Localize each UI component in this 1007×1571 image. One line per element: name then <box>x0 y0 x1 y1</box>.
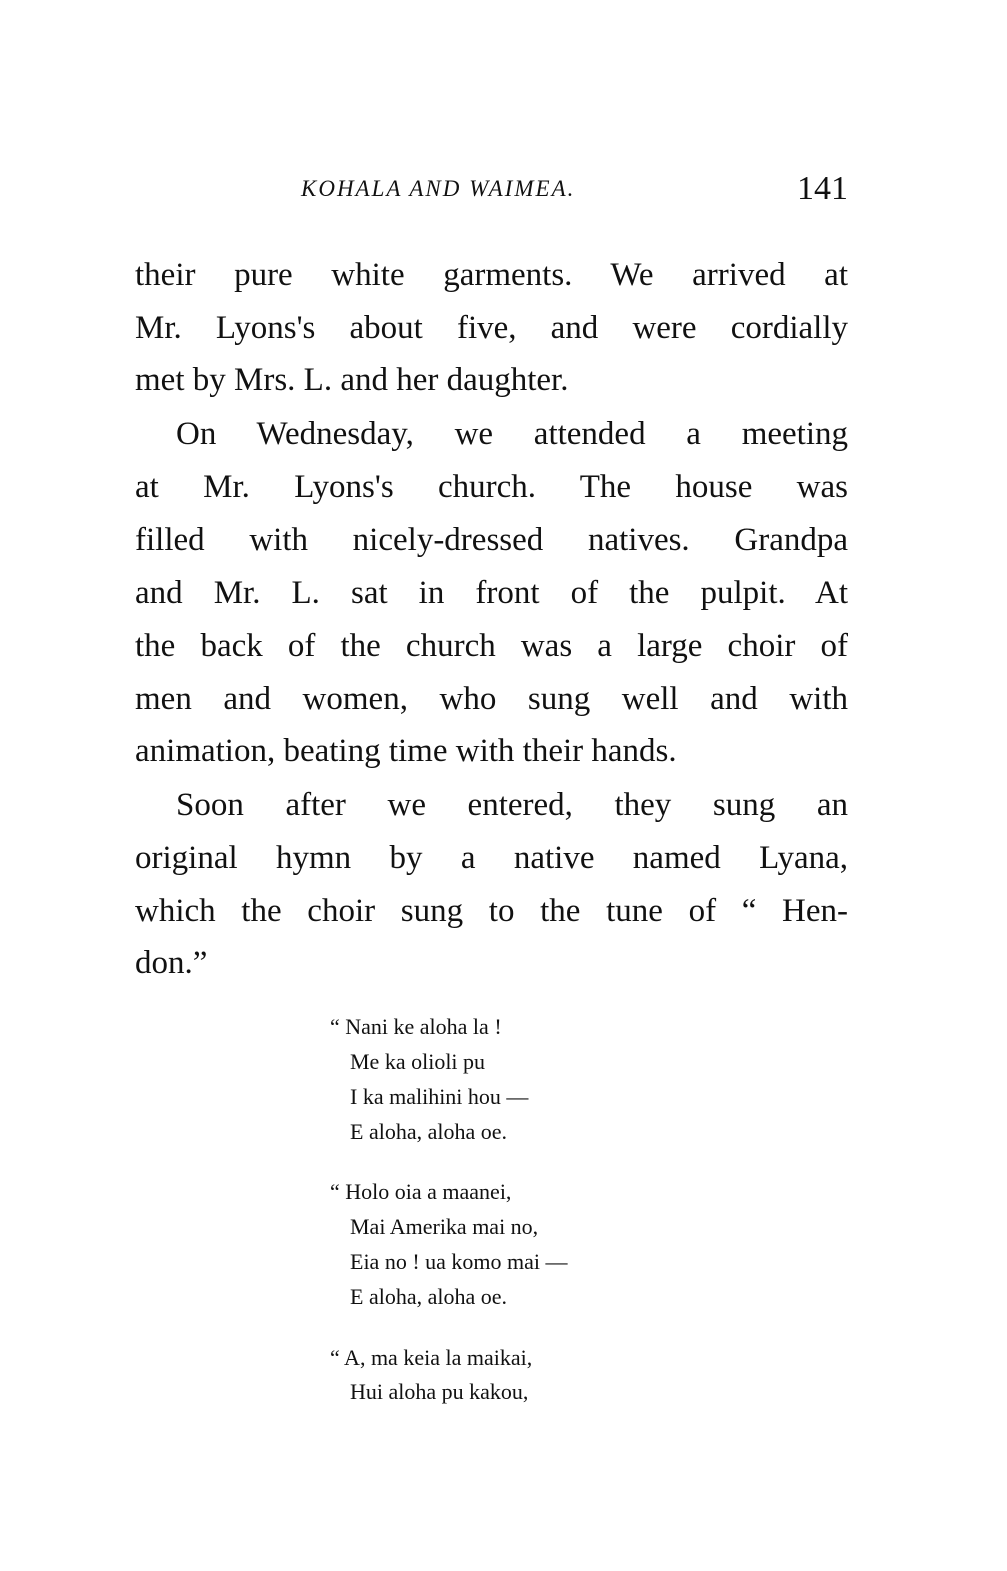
text-line: don.” <box>135 945 208 981</box>
verse-line: “ A, ma keia la maikai, <box>330 1345 533 1370</box>
verse-line: Eia no ! ua komo mai — <box>350 1249 568 1274</box>
text-line: animation, beating time with their hands. <box>135 733 677 769</box>
verse-line: E aloha, aloha oe. <box>350 1119 507 1144</box>
verse-line: “ Nani ke aloha la ! <box>330 1014 502 1039</box>
page-header <box>135 170 848 210</box>
verse-line: Mai Amerika mai no, <box>350 1214 539 1239</box>
running-title: KOHALA AND WAIMEA. <box>301 176 576 201</box>
text-line: On Wednesday, we attended a meeting <box>176 416 848 452</box>
verse-line: Me ka olioli pu <box>350 1049 486 1074</box>
text-line: filled with nicely-dressed natives. Grandpa <box>135 522 848 558</box>
verse-line: I ka malihini hou — <box>350 1084 529 1109</box>
text-line: Mr. Lyons's about five, and were cordially <box>135 310 848 346</box>
text-line: original hymn by a native named Lyana, <box>135 840 848 876</box>
text-line: Soon after we entered, they sung an <box>176 787 848 823</box>
text-line: the back of the church was a large choir of <box>135 628 848 664</box>
verse-line: “ Holo oia a maanei, <box>330 1179 512 1204</box>
text-line: met by Mrs. L. and her daughter. <box>135 362 569 398</box>
text-line: men and women, who sung well and with <box>135 681 848 717</box>
text-line: which the choir sung to the tune of “ Hen- <box>135 893 848 929</box>
page-number: 141 <box>797 170 848 207</box>
text-line: and Mr. L. sat in front of the pulpit. At <box>135 575 848 611</box>
verse-line: Hui aloha pu kakou, <box>350 1379 529 1404</box>
text-line: their pure white garments. We arrived at <box>135 257 848 293</box>
verse-line: E aloha, aloha oe. <box>350 1284 507 1309</box>
text-line: at Mr. Lyons's church. The house was <box>135 469 848 505</box>
